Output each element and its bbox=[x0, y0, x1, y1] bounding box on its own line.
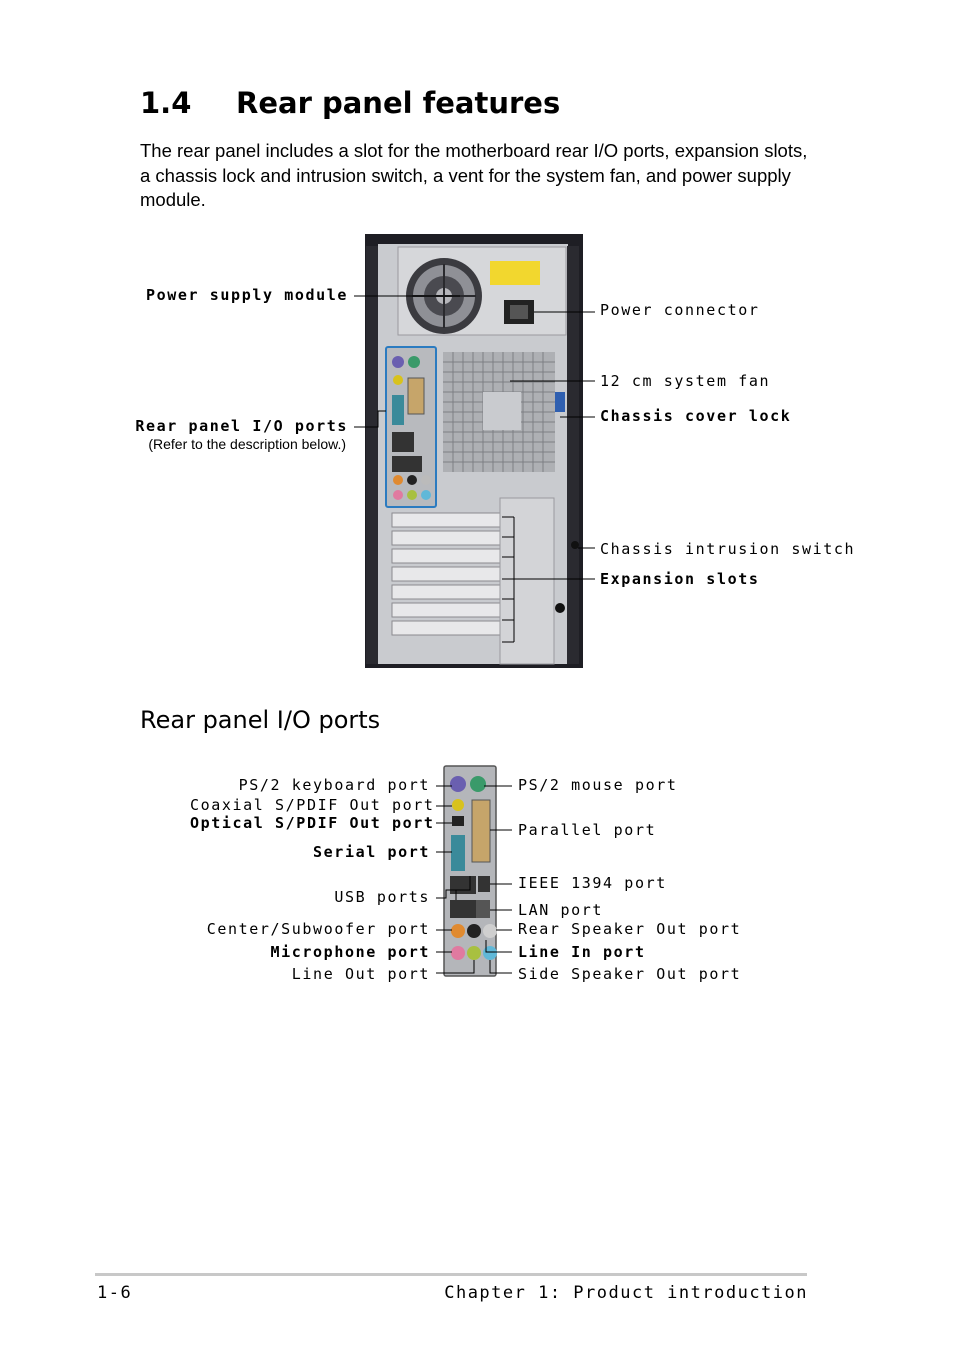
label-line-out-port: Line Out port bbox=[291, 965, 430, 983]
label-rear-panel-io-note: (Refer to the description below.) bbox=[148, 436, 346, 452]
label-power-connector: Power connector bbox=[600, 301, 760, 319]
label-usb-ports: USB ports bbox=[334, 888, 430, 906]
section-title: Rear panel features bbox=[236, 86, 561, 120]
intro-paragraph: The rear panel includes a slot for the motherboard rear I/O ports, expansion slots, a chassis lock and intrusion switch, a vent for the system fan, and power supply module. bbox=[140, 140, 808, 210]
label-side-speaker-port: Side Speaker Out port bbox=[518, 965, 742, 983]
label-power-supply-module: Power supply module bbox=[146, 286, 348, 304]
label-ps2-keyboard-port: PS/2 keyboard port bbox=[238, 776, 430, 794]
label-ieee1394-port: IEEE 1394 port bbox=[518, 874, 667, 892]
chassis-rear-image bbox=[365, 234, 583, 668]
label-center-subwoofer-port: Center/Subwoofer port bbox=[206, 920, 430, 938]
label-system-fan: 12 cm system fan bbox=[600, 372, 771, 390]
page-number: 1-6 bbox=[97, 1283, 133, 1303]
label-expansion-slots: Expansion slots bbox=[600, 570, 760, 588]
label-chassis-intrusion-switch: Chassis intrusion switch bbox=[600, 540, 856, 558]
chapter-title: Chapter 1: Product introduction bbox=[444, 1283, 808, 1303]
label-rear-panel-io-ports: Rear panel I/O ports bbox=[135, 417, 348, 435]
label-ps2-mouse-port: PS/2 mouse port bbox=[518, 776, 678, 794]
label-chassis-cover-lock: Chassis cover lock bbox=[600, 407, 792, 425]
label-parallel-port: Parallel port bbox=[518, 821, 657, 839]
label-lan-port: LAN port bbox=[518, 901, 604, 919]
footer-rule bbox=[95, 1273, 807, 1276]
label-rear-speaker-port: Rear Speaker Out port bbox=[518, 920, 742, 938]
label-microphone-port: Microphone port bbox=[270, 943, 430, 961]
label-line-in-port: Line In port bbox=[518, 943, 646, 961]
label-serial-port: Serial port bbox=[313, 843, 430, 861]
section-number: 1.4 bbox=[140, 86, 192, 120]
label-coaxial-spdif-port: Coaxial S/PDIF Out port bbox=[190, 796, 435, 814]
label-optical-spdif-port: Optical S/PDIF Out port bbox=[190, 814, 435, 832]
io-panel-image bbox=[444, 766, 497, 976]
io-section-title: Rear panel I/O ports bbox=[140, 706, 381, 734]
